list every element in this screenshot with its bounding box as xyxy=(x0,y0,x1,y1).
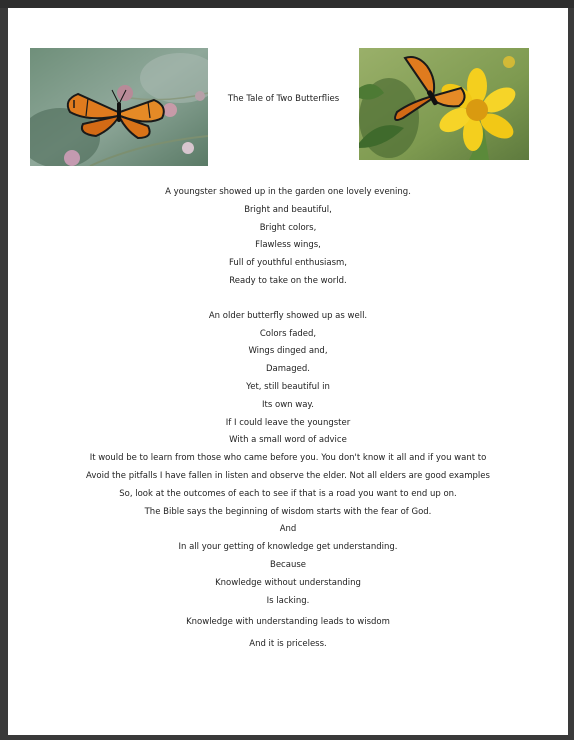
poem-line: Full of youthful enthusiasm, xyxy=(228,258,348,269)
poem-line: Yet, still beautiful in xyxy=(246,381,330,392)
poem-line: Flawless wings, xyxy=(255,240,321,251)
poem-line: Its own way. xyxy=(262,399,314,410)
stanza-break xyxy=(8,291,568,308)
poem-line: Damaged. xyxy=(266,364,310,375)
poem-line: It would be to learn from those who came before you. You don't know it all and if you want to xyxy=(89,453,487,464)
butterfly-photo-left xyxy=(30,48,208,166)
poem-line: Wings dinged and, xyxy=(248,346,328,357)
butterfly-photo-right xyxy=(359,48,529,160)
poem-title: The Tale of Two Butterflies xyxy=(227,94,340,104)
poem-line: Knowledge with understanding leads to wisdom xyxy=(186,617,390,628)
poem-line: So, look at the outcomes of each to see if that is a road you want to end up on. xyxy=(119,488,457,499)
poem-line: Avoid the pitfalls I have fallen in listen and observe the elder. Not all elders are good examples xyxy=(86,470,490,481)
poem-line: Bright colors, xyxy=(259,222,317,233)
poem-line: Bright and beautiful, xyxy=(244,204,332,215)
poem-line: In all your getting of knowledge get understanding. xyxy=(178,542,398,553)
poem-line: If I could leave the youngster xyxy=(225,417,351,428)
document-page xyxy=(8,8,568,735)
poem-line: And it is priceless. xyxy=(249,639,327,650)
viewer-top-bar xyxy=(0,0,574,8)
poem-line: Because xyxy=(270,559,306,570)
poem-line: An older butterfly showed up as well. xyxy=(208,310,368,321)
poem-line: Is lacking. xyxy=(266,595,310,606)
poem-line: Ready to take on the world. xyxy=(229,275,347,286)
poem-line: The Bible says the beginning of wisdom starts with the fear of God. xyxy=(144,506,432,517)
poem-line: Knowledge without understanding xyxy=(215,577,361,588)
poem-body xyxy=(8,184,568,654)
poem-line: Colors faded, xyxy=(259,328,317,339)
poem-line: A youngster showed up in the garden one lovely evening. xyxy=(165,187,411,197)
poem-line: With a small word of advice xyxy=(229,435,347,446)
poem-line: And xyxy=(279,524,297,535)
